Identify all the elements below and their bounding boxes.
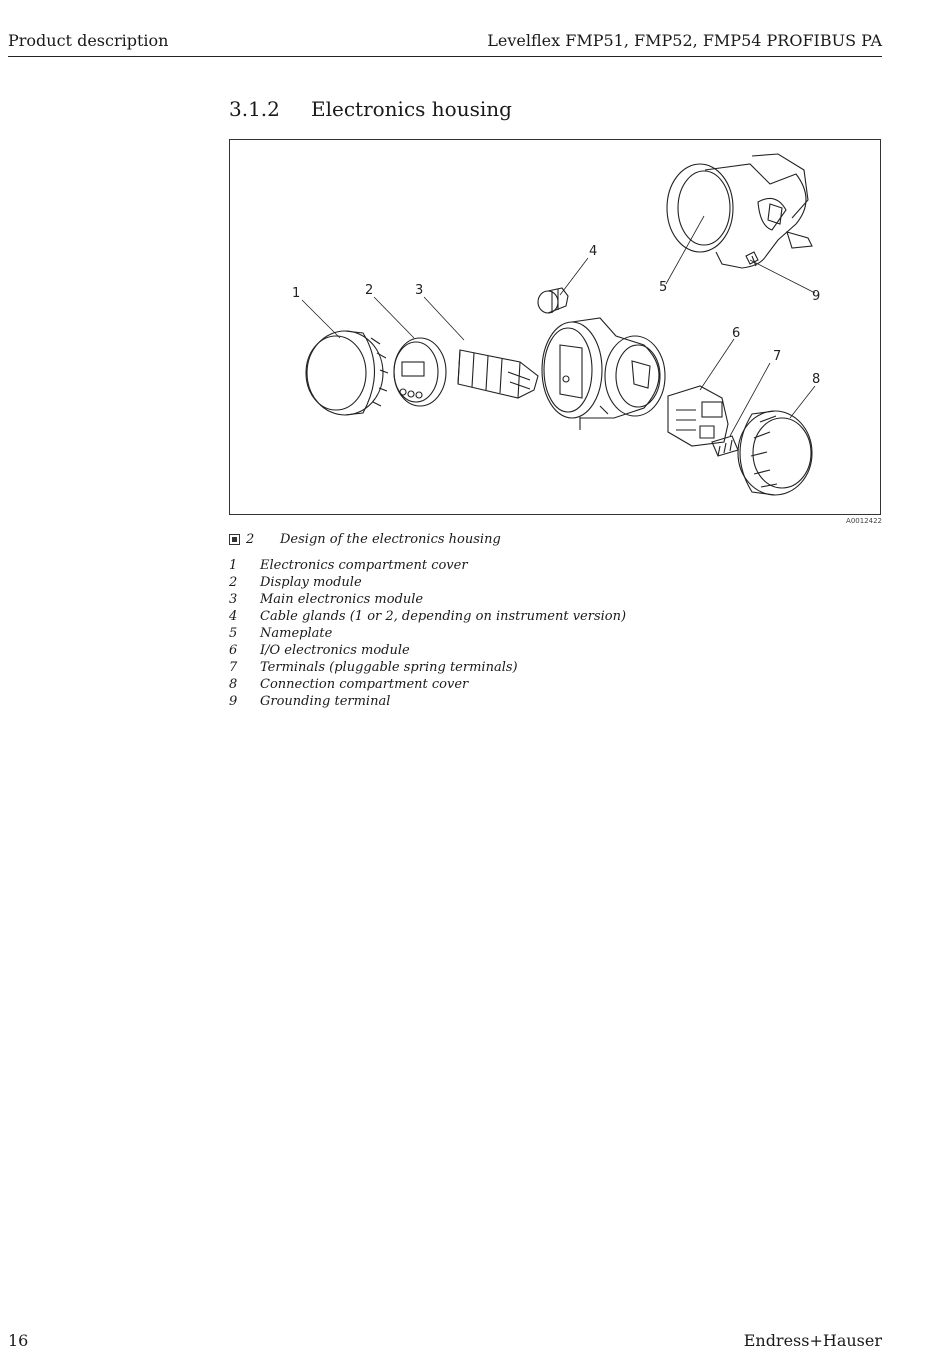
- callout-8: 8: [812, 372, 821, 387]
- legend-item-number: 3: [229, 592, 238, 607]
- page-header-left: Product description: [8, 31, 169, 50]
- legend-item-text: Connection compartment cover: [260, 677, 469, 692]
- legend-item: [229, 574, 626, 591]
- connection-cover-drawing: [738, 411, 812, 495]
- section-number: 3.1.2: [229, 97, 280, 121]
- legend-item: [229, 693, 626, 710]
- legend-item-number: 6: [229, 643, 238, 658]
- legend-item-text: Nameplate: [260, 626, 333, 641]
- callout-2: 2: [365, 283, 374, 298]
- exploded-housing-drawing: [230, 140, 880, 514]
- legend-item-text: Grounding terminal: [260, 694, 391, 709]
- legend-item: [229, 591, 626, 608]
- legend-item-text: Cable glands (1 or 2, depending on instrument version): [260, 609, 627, 624]
- legend-item-text: Display module: [260, 575, 362, 590]
- legend-item: [229, 608, 626, 625]
- legend-item-number: 7: [229, 660, 238, 675]
- legend-list: [229, 557, 626, 710]
- housing-body-drawing: [542, 318, 665, 430]
- figure-box: [229, 139, 881, 515]
- legend-item-number: 1: [229, 558, 238, 573]
- legend-item-text: Main electronics module: [260, 592, 424, 607]
- figure-caption: [229, 532, 501, 547]
- legend-item: [229, 659, 626, 676]
- legend-item-number: 8: [229, 677, 238, 692]
- legend-item: [229, 557, 626, 574]
- header-rule: [8, 56, 882, 57]
- section-title: Electronics housing: [311, 97, 512, 121]
- callout-4: 4: [589, 244, 598, 259]
- figure-caption-number: 2: [246, 532, 255, 547]
- page-header-right: Levelflex FMP51, FMP52, FMP54 PROFIBUS PA: [487, 31, 882, 50]
- callout-3: 3: [415, 283, 424, 298]
- grounding-terminal-drawing: [746, 252, 758, 264]
- legend-item-text: I/O electronics module: [260, 643, 410, 658]
- figure-id: A0012422: [846, 517, 882, 525]
- legend-item: [229, 625, 626, 642]
- callout-9: 9: [812, 289, 821, 304]
- io-electronics-drawing: [668, 386, 728, 446]
- display-module-drawing: [394, 338, 446, 406]
- figure-caption-text: Design of the electronics housing: [280, 532, 501, 547]
- main-electronics-drawing: [458, 350, 538, 398]
- footer-brand: Endress+Hauser: [743, 1331, 882, 1350]
- figure-icon: [229, 534, 240, 545]
- page-number: 16: [8, 1331, 29, 1350]
- callout-7: 7: [773, 349, 782, 364]
- legend-item-text: Terminals (pluggable spring terminals): [260, 660, 518, 675]
- callout-5: 5: [659, 280, 668, 295]
- legend-item: [229, 642, 626, 659]
- legend-item-number: 4: [229, 609, 238, 624]
- cable-gland-drawing: [538, 288, 568, 313]
- callout-6: 6: [732, 326, 741, 341]
- callout-1: 1: [292, 286, 301, 301]
- legend-item-number: 5: [229, 626, 238, 641]
- compartment-cover-drawing: [306, 331, 388, 415]
- legend-item-number: 2: [229, 575, 238, 590]
- legend-item: [229, 676, 626, 693]
- assembled-housing-drawing: [667, 154, 812, 268]
- legend-item-number: 9: [229, 694, 238, 709]
- legend-item-text: Electronics compartment cover: [260, 558, 468, 573]
